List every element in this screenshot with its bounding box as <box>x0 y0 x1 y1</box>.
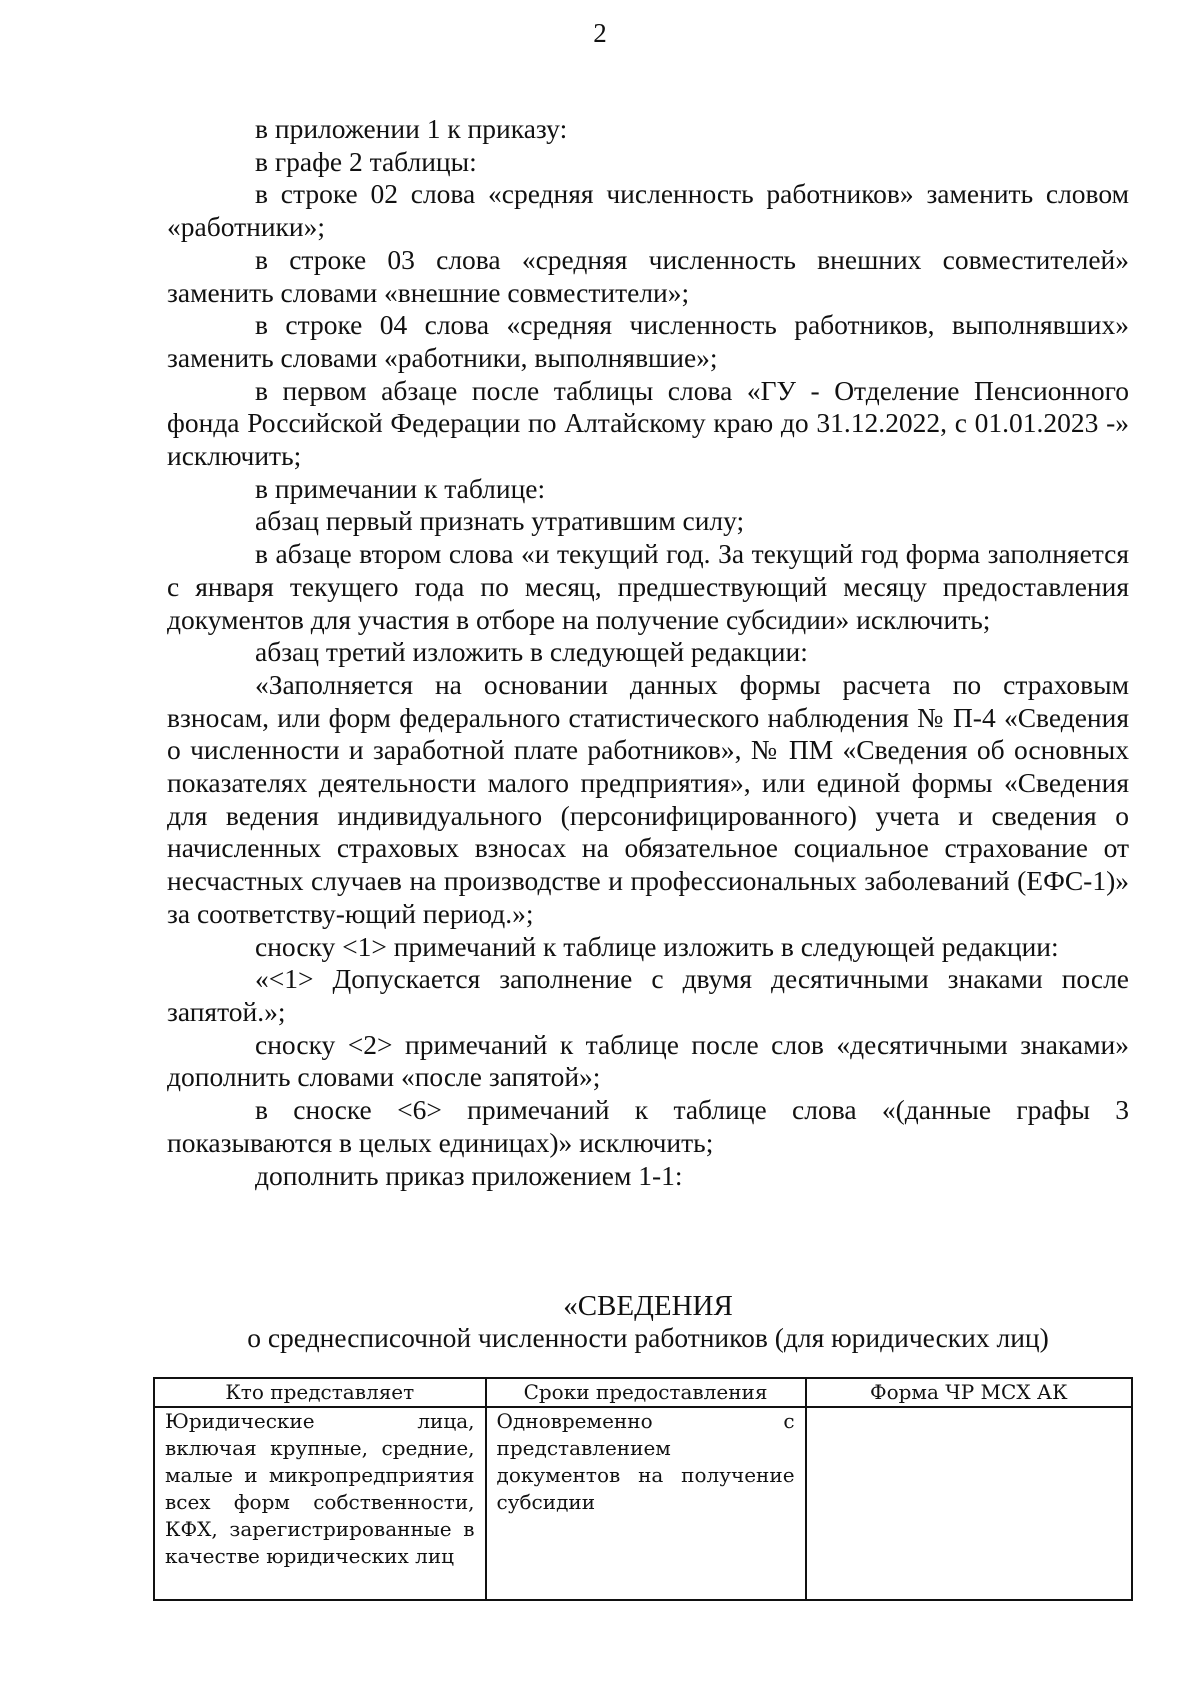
paragraph: в строке 03 слова «средняя численность внешних совместителей» заменить словами «внешние совместители»; <box>167 243 1129 308</box>
table-cell-who <box>154 1407 486 1600</box>
paragraph: в примечании к таблице: <box>255 472 546 504</box>
paragraph: в строке 04 слова «средняя численность работников, выполнявших» заменить словами «работники, выполнявшие»; <box>167 309 1129 373</box>
table-header-cell: Форма ЧР МСХ АК <box>806 1378 1132 1407</box>
table-row <box>154 1407 1132 1600</box>
table-cell-text: Юридические лица, включая крупные, средние, малые и микропредприятия всех форм собственности, КФХ, зарегистрированные в качестве юридических лиц <box>165 1409 475 1568</box>
paragraph: в сноске <6> примечаний к таблице слова «(данные графы 3 показываются в целых единицах)» исключить; <box>167 1094 1129 1158</box>
table-cell-text: Одновременно с представлением документов на получение субсидии <box>496 1409 795 1514</box>
table-header-cell: Кто представляет <box>154 1378 486 1407</box>
paragraph: в первом абзаце после таблицы слова «ГУ - Отделение Пенсионного фонда Российской Федерации по Алтайскому краю до 31.12.2022, с 01.01.2023 -» исключить; <box>167 374 1129 472</box>
paragraph: дополнить приказ приложением 1-1: <box>255 1159 683 1191</box>
form-title: «СВЕДЕНИЯ <box>563 1290 733 1322</box>
table-cell-form <box>806 1407 1132 1600</box>
document-body <box>167 113 1129 1192</box>
form-heading <box>167 1290 1129 1354</box>
paragraph: «<1> Допускается заполнение с двумя десятичными знаками после запятой.»; <box>167 963 1129 1027</box>
table-cell-text <box>817 1408 1121 1599</box>
table-header-cell: Сроки предоставления <box>486 1378 806 1407</box>
paragraph: в приложении 1 к приказу: <box>255 113 568 144</box>
paragraph: абзац первый признать утратившим силу; <box>255 505 745 537</box>
table-cell-deadline <box>486 1407 806 1600</box>
table-header-row <box>154 1378 1132 1407</box>
paragraph: сноску <2> примечаний к таблице после слов «десятичными знаками» дополнить словами «после запятой»; <box>167 1028 1129 1093</box>
paragraph: «Заполняется на основании данных формы расчета по страховым взносам, или форм федерального статистического наблюдения № П-4 «Сведения о численности и заработной плате работников», № ПМ «Сведения об основных показателях деятельности малого предприятия», или единой формы «Сведения для ведения индивидуального (персонифицированного) учета и сведения о начисленных страховых взносах на обязательное социальное страхование от несчастных случаев на производстве и профессиональных заболеваний (ЕФС-1)» за соответству-ющий период.»; <box>167 668 1129 929</box>
page-number: 2 <box>593 18 607 48</box>
form-subtitle: о среднесписочной численности работников (для юридических лиц) <box>247 1322 1049 1353</box>
form-info-table <box>153 1377 1133 1601</box>
paragraph: абзац третий изложить в следующей редакции: <box>255 636 808 668</box>
paragraph: сноску <1> примечаний к таблице изложить в следующей редакции: <box>255 930 1059 962</box>
paragraph: в абзаце втором слова «и текущий год. За текущий год форма заполняется с января текущего года по месяц, предшествующий месяцу предоставления документов для участия в отборе на получение субсидии» исключить; <box>167 538 1129 635</box>
paragraph: в графе 2 таблицы: <box>255 145 477 177</box>
paragraph: в строке 02 слова «средняя численность работников» заменить словом «работники»; <box>167 178 1129 243</box>
